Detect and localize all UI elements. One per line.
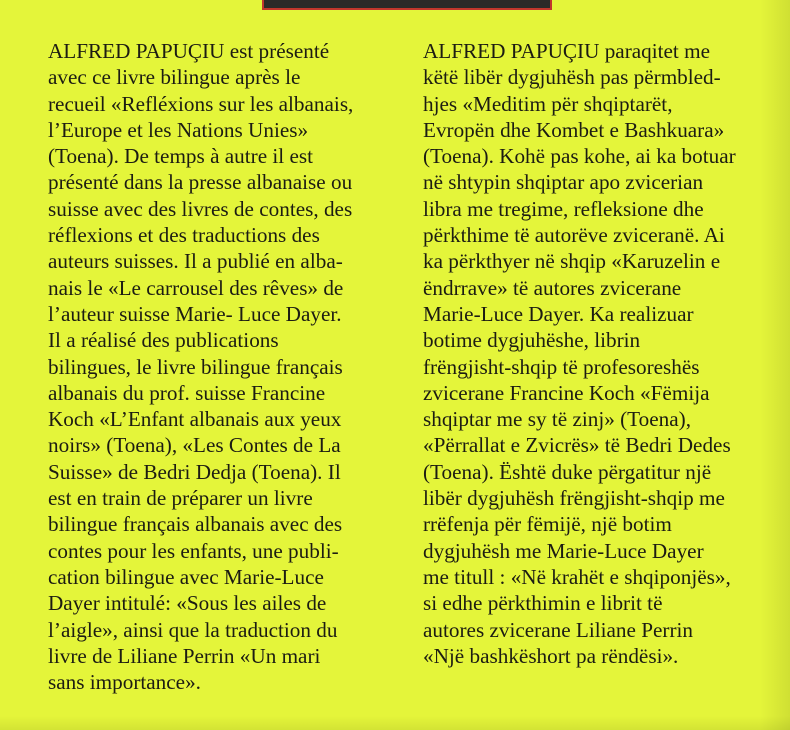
text-line: hjes «Meditim për shqiptarët,	[423, 91, 673, 116]
text-line: «Një bashkëshort pa rëndësi».	[423, 643, 679, 668]
text-line: l’auteur suisse Marie- Luce Dayer.	[48, 301, 342, 326]
text-line: contes pour les enfants, une publi-	[48, 538, 339, 563]
text-line: suisse avec des livres de contes, des	[48, 196, 353, 221]
text-line: Evropën dhe Kombet e Bashkuara»	[423, 117, 725, 142]
text-line: si edhe përkthimin e librit të	[423, 591, 663, 616]
text-line: noirs» (Toena), «Les Contes de La	[48, 433, 341, 458]
text-line: l’aigle», ainsi que la traduction du	[48, 617, 338, 642]
text-line: (Toena). De temps à autre il est	[48, 144, 314, 169]
page-bottom-shadow	[0, 716, 790, 730]
text-line: ALFRED PAPUÇIU paraqitet me	[423, 39, 711, 63]
text-line: libër dygjuhësh frëngjisht-shqip me	[423, 486, 725, 511]
text-line: l’Europe et les Nations Unies»	[48, 117, 309, 142]
text-line: avec ce livre bilingue après le	[48, 65, 301, 90]
text-line: libra me tregime, refleksione dhe	[423, 196, 704, 221]
text-line: Il a réalisé des publications	[48, 328, 279, 353]
text-line: bilingue français albanais avec des	[48, 512, 343, 537]
text-line: Koch «L’Enfant albanais aux yeux	[48, 407, 342, 432]
text-line: përkthime të autorëve zviceranë. Ai	[423, 223, 725, 248]
french-text-column	[48, 38, 353, 695]
text-line: (Toena). Kohë pas kohe, ai ka botuar	[423, 144, 736, 169]
text-line: dygjuhësh me Marie-Luce Dayer	[423, 538, 704, 563]
text-line: bilingues, le livre bilingue français	[48, 354, 343, 379]
text-line: botime dygjuhëshe, librin	[423, 328, 641, 353]
text-line: frëngjisht-shqip të profesoreshës	[423, 354, 700, 379]
text-line: sans importance».	[48, 670, 201, 695]
text-line: réflexions et des traductions des	[48, 223, 320, 248]
text-line: autores zvicerane Liliane Perrin	[423, 617, 694, 642]
text-line: Suisse» de Bedri Dedja (Toena). Il	[48, 459, 341, 484]
text-line: zvicerane Francine Koch «Fëmija	[423, 380, 710, 405]
albanian-text-column	[423, 38, 736, 669]
text-line: livre de Liliane Perrin «Un mari	[48, 643, 321, 668]
text-line: Dayer intitulé: «Sous les ailes de	[48, 591, 327, 616]
text-line: est en train de préparer un livre	[48, 486, 313, 511]
text-line: me titull : «Në krahët e shqiponjës»,	[423, 564, 731, 589]
text-line: (Toena). Është duke përgatitur një	[423, 459, 712, 484]
text-line: Marie-Luce Dayer. Ka realizuar	[423, 301, 694, 326]
text-line: rrëfenja për fëmijë, një botim	[423, 512, 672, 537]
text-line: nais le «Le carrousel des rêves» de	[48, 275, 344, 300]
text-line: cation bilingue avec Marie-Luce	[48, 564, 324, 589]
text-line: recueil «Refléxions sur les albanais,	[48, 91, 354, 116]
text-line: «Përrallat e Zvicrës» të Bedri Dedes	[423, 433, 731, 458]
text-line: shqiptar me sy të zinj» (Toena),	[423, 407, 691, 432]
text-line: në shtypin shqiptar apo zvicerian	[423, 170, 704, 195]
text-line: présenté dans la presse albanaise ou	[48, 170, 353, 195]
text-line: ALFRED PAPUÇIU est présenté	[48, 39, 330, 63]
cover-photo-edge	[262, 0, 552, 10]
text-line: këtë libër dygjuhësh pas përmbled-	[423, 65, 721, 90]
text-line: ka përkthyer në shqip «Karuzelin e	[423, 249, 721, 274]
text-line: ëndrrave» të autores zvicerane	[423, 275, 682, 300]
page-edge-shadow	[760, 0, 790, 730]
text-line: auteurs suisses. Il a publié en alba-	[48, 249, 343, 274]
text-line: albanais du prof. suisse Francine	[48, 380, 326, 405]
